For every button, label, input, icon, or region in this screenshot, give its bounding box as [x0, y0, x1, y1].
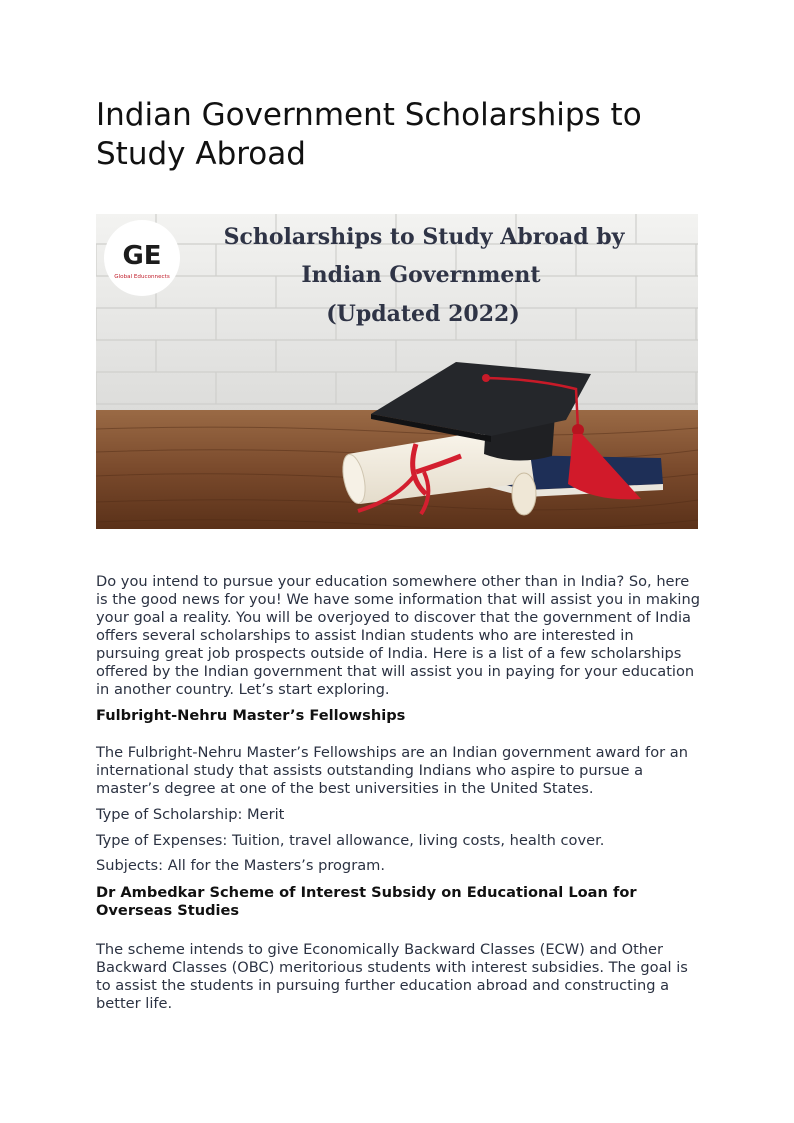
banner-image: [96, 214, 698, 529]
fulbright-description-block: [96, 744, 702, 798]
fulbright-detail-1: [96, 806, 702, 824]
ambedkar-description-block: [96, 941, 702, 1013]
intro-block: [96, 573, 702, 699]
section-heading: Fulbright-Nehru Master’s Fellowships: [96, 707, 406, 724]
banner-heading-line-2: Indian Government: [301, 262, 541, 288]
section-ambedkar: [96, 884, 702, 920]
logo-caption: Global Educonnects: [114, 274, 170, 280]
subjects: Subjects: All for the Masters’s program.: [96, 857, 385, 874]
section-heading: Dr Ambedkar Scheme of Interest Subsidy on Educational Loan for Overseas Studies: [96, 884, 637, 919]
fulbright-detail-3: [96, 857, 702, 875]
banner-heading-line-3: (Updated 2022): [326, 301, 520, 327]
expenses-type: Type of Expenses: Tuition, travel allowance, living costs, health cover.: [96, 832, 605, 849]
section-description: The scheme intends to give Economically Backward Classes (ECW) and Other Backward Classes (OBC) meritorious students with interest subsidies. The goal is to assist the students in pursuing further education abroad and constructing a better life.: [96, 941, 688, 1012]
section-description: The Fulbright-Nehru Master’s Fellowships are an Indian government award for an international study that assists outstanding Indians who aspire to pursue a master’s degree at one of the best universities in the United States.: [96, 744, 688, 797]
fulbright-detail-2: [96, 832, 702, 850]
page-title: Indian Government Scholarships to Study Abroad: [96, 97, 642, 172]
scholarship-type: Type of Scholarship: Merit: [96, 806, 285, 823]
section-fulbright: [96, 707, 702, 725]
banner-heading-line-1: Scholarships to Study Abroad by: [223, 224, 625, 250]
logo-letters: GE: [122, 241, 162, 271]
intro-paragraph: Do you intend to pursue your education somewhere other than in India? So, here is the good news for you! We have some information that will assist you in making your goal a reality. You will be overjoyed to discover that the government of India offers several scholarships to assist Indian students who are interested in pursuing great job prospects outside of India. Here is a list of a few scholarships offered by the Indian government that will assist you in paying for your education in another country. Let’s start exploring.: [96, 573, 700, 698]
